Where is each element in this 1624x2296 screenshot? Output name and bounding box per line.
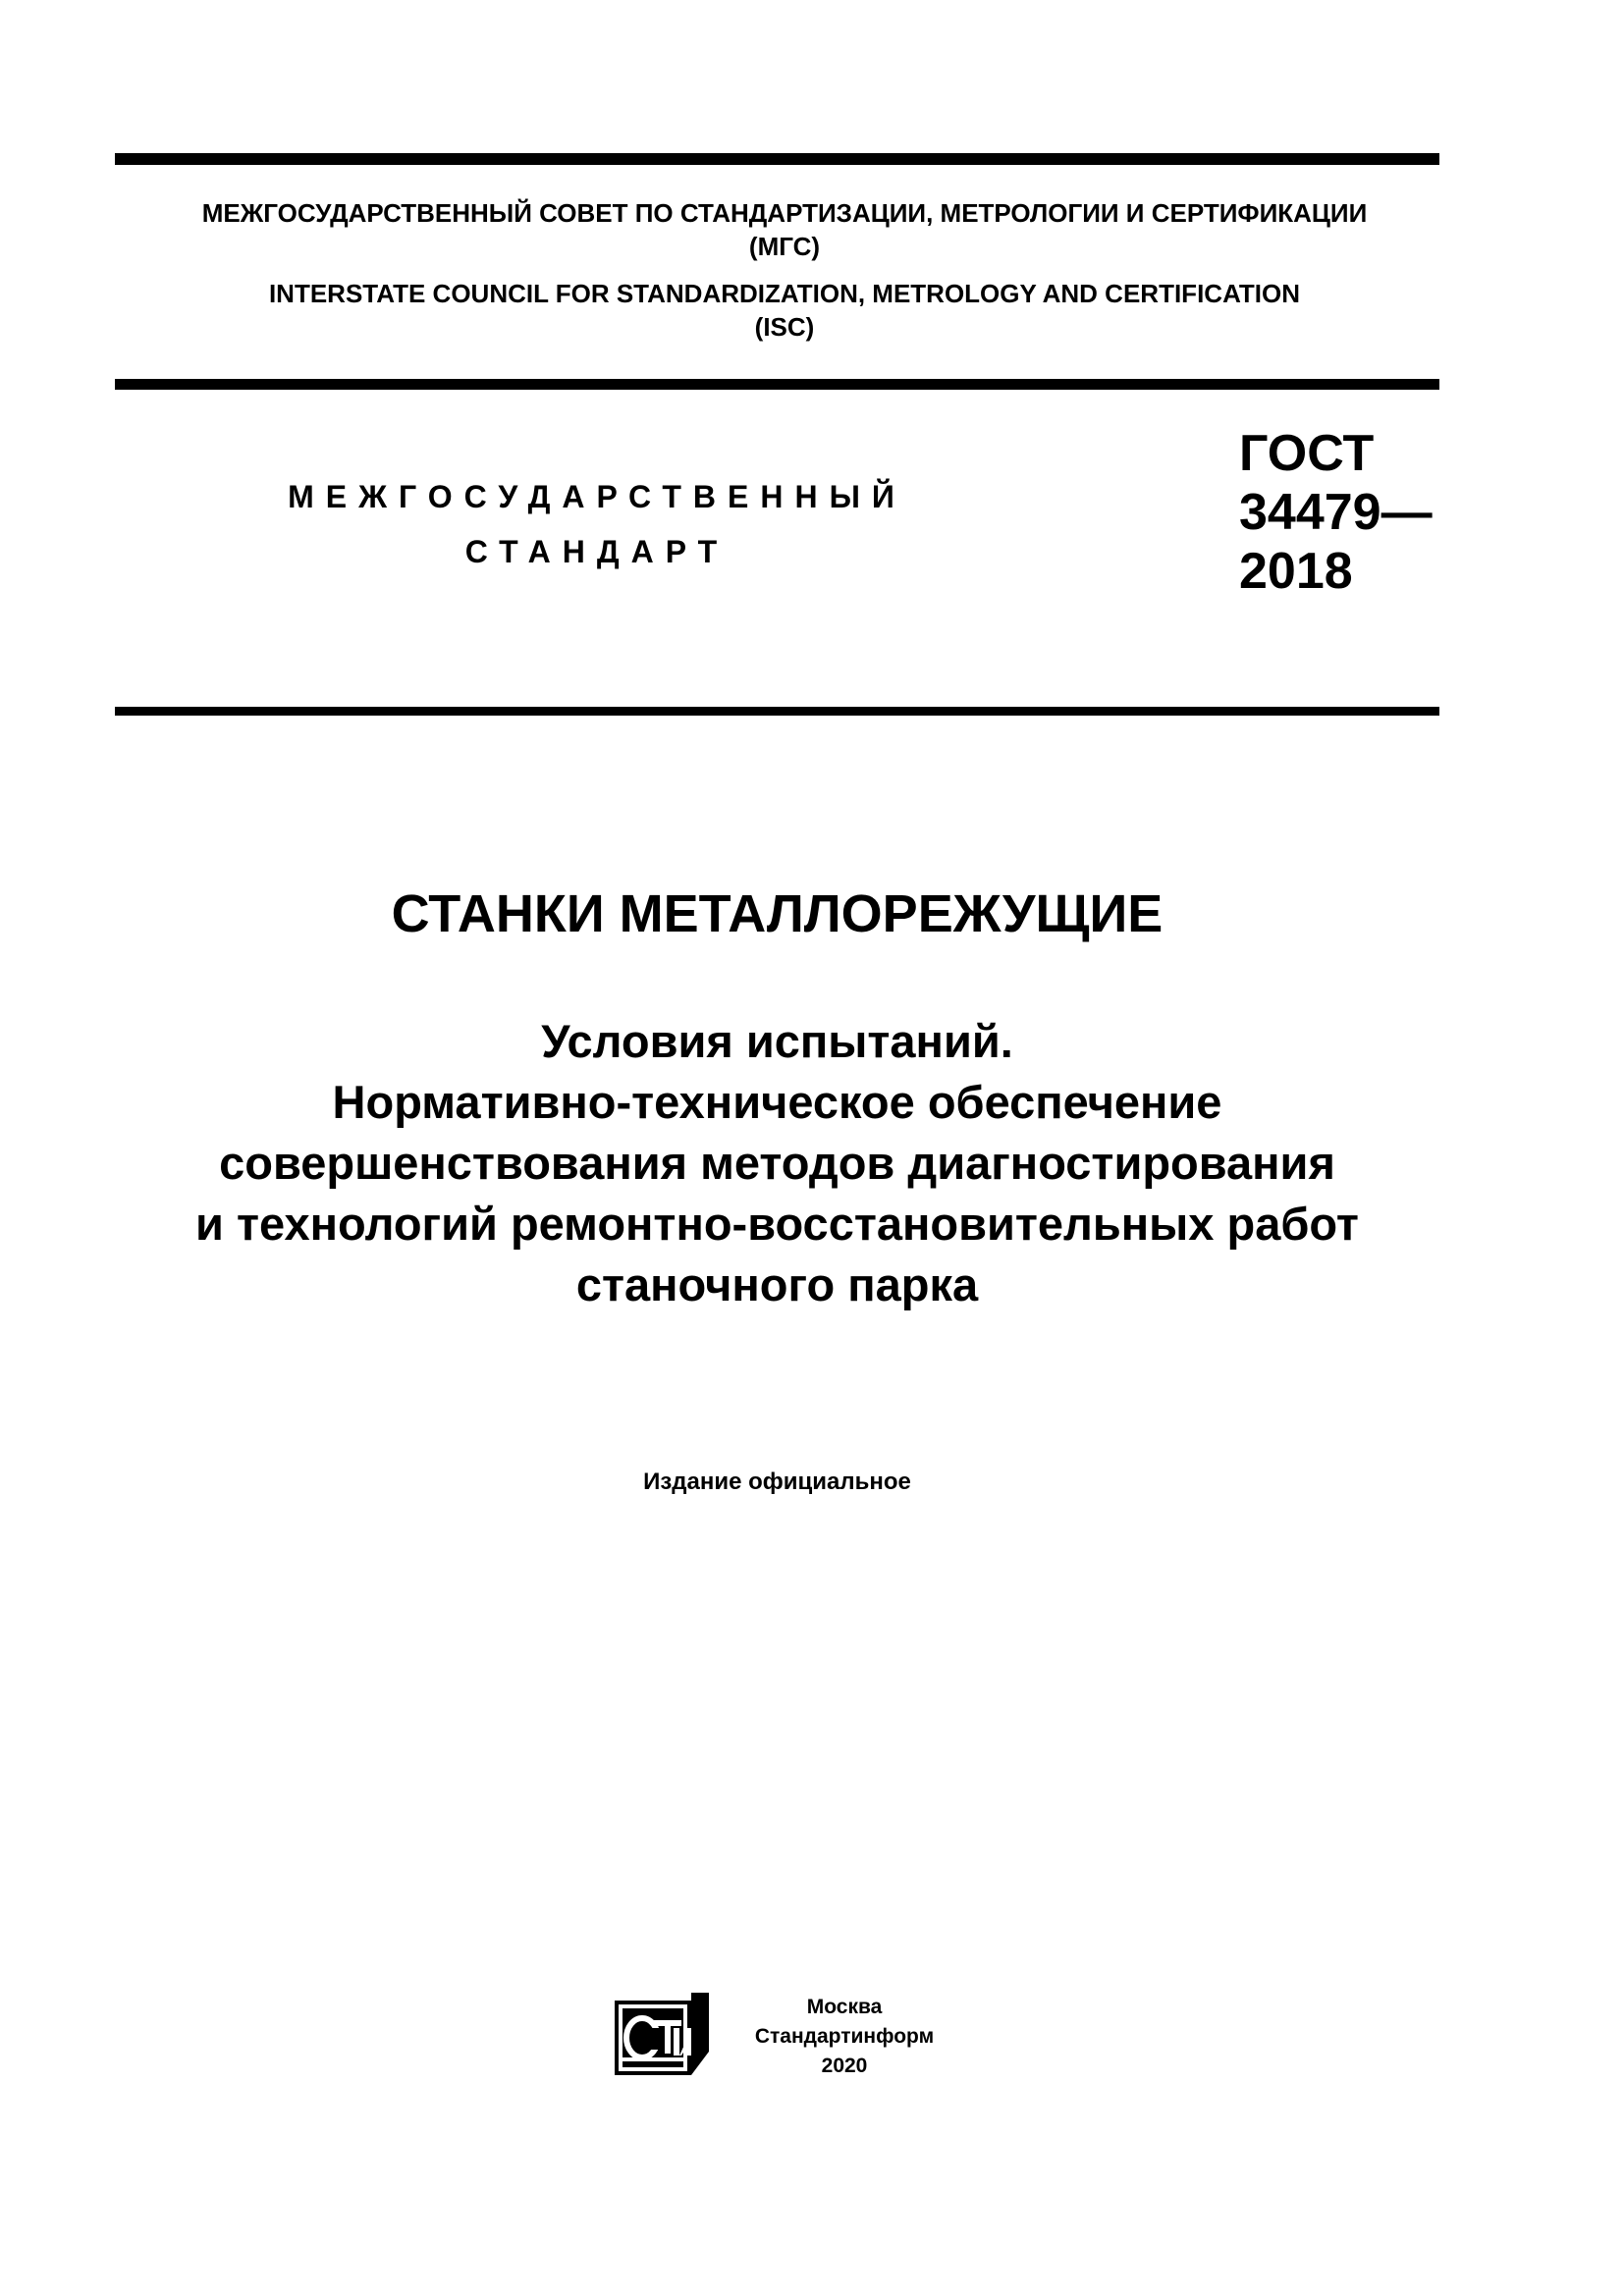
subtitle-line1: Условия испытаний. <box>541 1015 1013 1067</box>
designation-line1: ГОСТ <box>1239 425 1375 482</box>
council-name-en-line1: INTERSTATE COUNCIL FOR STANDARDIZATION, METROLOGY AND CERTIFICATION <box>268 279 1301 308</box>
lower-rule <box>115 707 1439 716</box>
subtitle-line2: Нормативно-техническое обеспечение <box>332 1076 1222 1128</box>
council-name-en <box>115 277 1454 344</box>
council-abbr-ru: (МГС) <box>748 232 821 261</box>
top-rule <box>115 153 1439 165</box>
publication-year: 2020 <box>821 2055 868 2077</box>
designation-line2: 34479— <box>1239 484 1433 541</box>
standard-type <box>288 469 1276 579</box>
council-abbr-en: (ISC) <box>754 312 815 342</box>
edition-note: Издание официальное <box>643 1468 911 1495</box>
subtitle-line3: совершенствования методов диагностирования <box>219 1137 1335 1189</box>
council-name-ru-line1: МЕЖГОСУДАРСТВЕННЫЙ СОВЕТ ПО СТАНДАРТИЗАЦИИ, МЕТРОЛОГИИ И СЕРТИФИКАЦИИ <box>201 198 1368 228</box>
document-subtitle <box>115 1011 1439 1315</box>
standard-designation <box>1239 424 1433 601</box>
publisher-name: Стандартинформ <box>754 2025 935 2048</box>
standard-type-line1: МЕЖГОСУДАРСТВЕННЫЙ <box>288 479 906 514</box>
publisher-block <box>727 1993 962 2081</box>
middle-rule <box>115 379 1439 390</box>
standartinform-logo-icon <box>615 1993 709 2075</box>
subtitle-line5: станочного парка <box>575 1258 979 1310</box>
standard-type-line2: СТАНДАРТ <box>464 534 730 569</box>
council-name-ru <box>115 196 1454 263</box>
subtitle-line4: и технологий ремонтно-восстановительных работ <box>195 1198 1359 1250</box>
document-title: СТАНКИ МЕТАЛЛОРЕЖУЩИЕ <box>391 884 1164 943</box>
publisher-city: Москва <box>806 1996 883 2018</box>
designation-line3: 2018 <box>1239 543 1353 600</box>
